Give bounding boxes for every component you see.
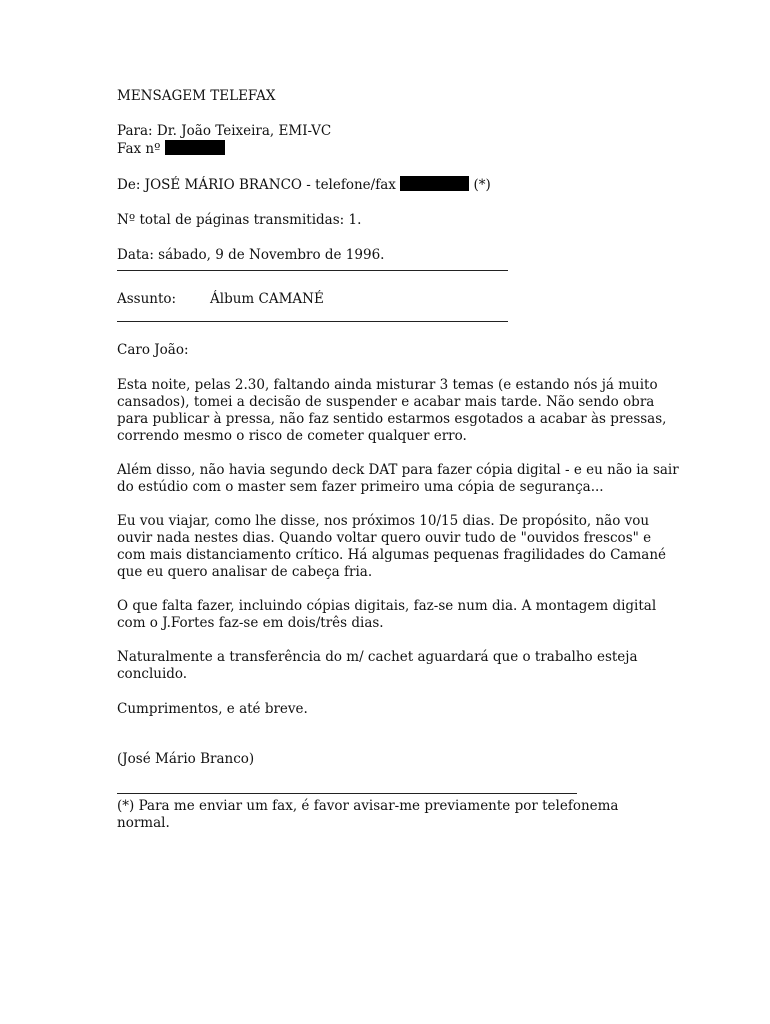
redacted-sender-number (400, 176, 469, 191)
paragraph-line: com mais distanciamento crítico. Há algumas pequenas fragilidades do Camané (117, 547, 666, 563)
footnote-line: (*) Para me enviar um fax, é favor avisar-me previamente por telefonema (117, 798, 619, 814)
body-paragraph-2 (117, 462, 679, 496)
document-title: MENSAGEM TELEFAX (117, 88, 276, 104)
closing-line: Cumprimentos, e até breve. (117, 701, 308, 717)
paragraph-line: correndo mesmo o risco de cometer qualquer erro. (117, 428, 467, 444)
recipient-block (117, 123, 657, 158)
sender-note-mark: (*) (473, 177, 491, 193)
paragraph-line: do estúdio com o master sem fazer primeiro uma cópia de segurança... (117, 479, 604, 495)
subject-label: Assunto: (117, 291, 177, 307)
body-paragraph-5 (117, 649, 657, 683)
body-paragraph-3 (117, 513, 666, 581)
paragraph-line: que eu quero analisar de cabeça fria. (117, 564, 373, 580)
greeting: Caro João: (117, 342, 189, 358)
page-count-line: Nº total de páginas transmitidas: 1. (117, 212, 362, 228)
paragraph-line: Eu vou viajar, como lhe disse, nos próximos 10/15 dias. De propósito, não vou (117, 513, 650, 529)
footnote (117, 798, 657, 832)
sender-text: De: JOSÉ MÁRIO BRANCO - telefone/fax (117, 177, 396, 193)
footnote-line: normal. (117, 815, 170, 831)
paragraph-line: Além disso, não havia segundo deck DAT para fazer cópia digital - e eu não ia sair (117, 462, 679, 478)
paragraph-line: Esta noite, pelas 2.30, faltando ainda misturar 3 temas (e estando nós já muito (117, 377, 658, 393)
header-divider-bottom (117, 321, 508, 322)
subject-value: Álbum CAMANÉ (210, 291, 324, 307)
paragraph-line: cansados), tomei a decisão de suspender e acabar mais tarde. Não sendo obra (117, 394, 655, 410)
sender-line (117, 176, 657, 194)
fax-number-line (117, 140, 657, 158)
redacted-fax-number (165, 140, 225, 155)
date-line: Data: sábado, 9 de Novembro de 1996. (117, 247, 385, 263)
paragraph-line: com o J.Fortes faz-se em dois/três dias. (117, 615, 384, 631)
fax-label: Fax nº (117, 141, 161, 157)
paragraph-line: para publicar à pressa, não faz sentido estarmos esgotados a acabar às pressas, (117, 411, 667, 427)
footnote-divider (117, 793, 577, 794)
recipient-line: Para: Dr. João Teixeira, EMI-VC (117, 123, 332, 139)
body-paragraph-1 (117, 377, 667, 445)
fax-document (117, 88, 679, 832)
signature: (José Mário Branco) (117, 751, 255, 767)
body-paragraph-4 (117, 598, 657, 632)
subject-row (117, 291, 657, 308)
paragraph-line: O que falta fazer, incluindo cópias digitais, faz-se num dia. A montagem digital (117, 598, 657, 614)
paragraph-line: Naturalmente a transferência do m/ cachet aguardará que o trabalho esteja (117, 649, 638, 665)
paragraph-line: concluido. (117, 666, 188, 682)
paragraph-line: ouvir nada nestes dias. Quando voltar quero ouvir tudo de "ouvidos frescos" e (117, 530, 652, 546)
header-divider-top (117, 270, 508, 271)
